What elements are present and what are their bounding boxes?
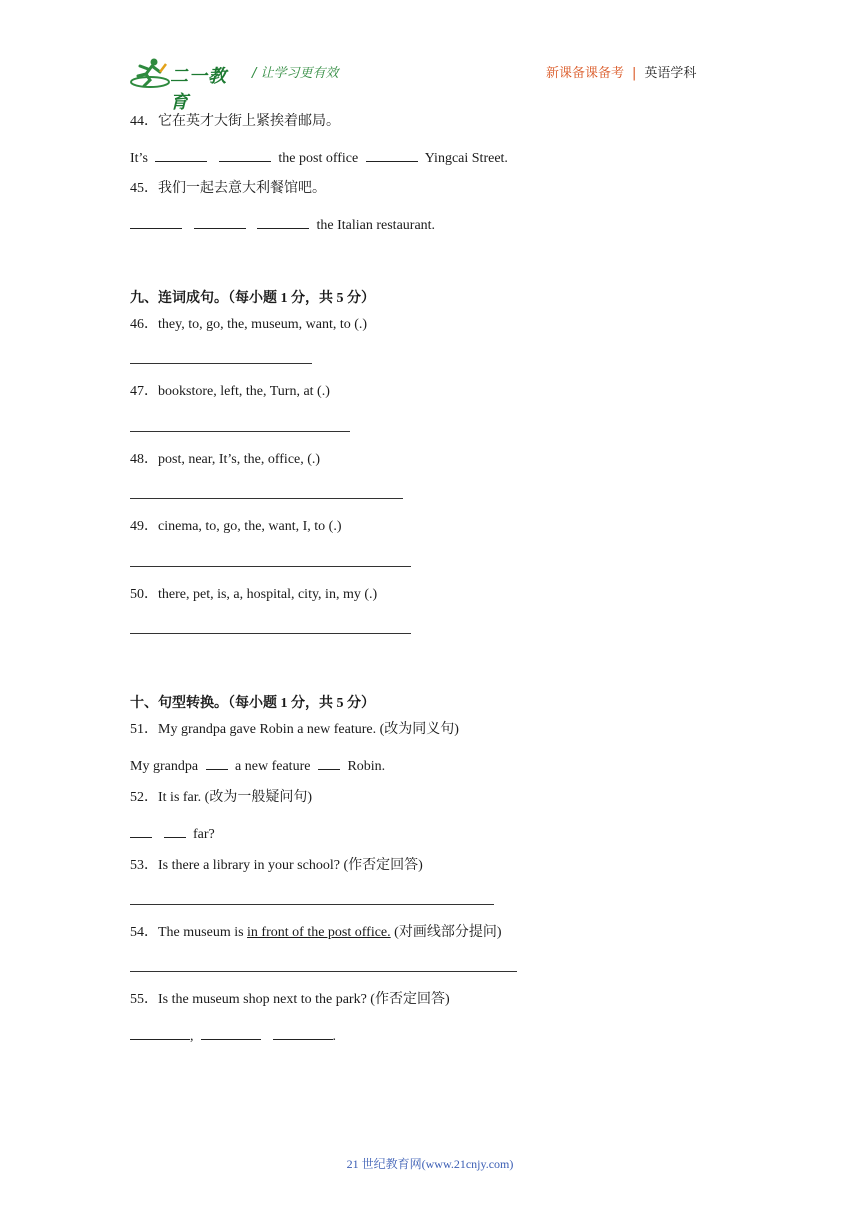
q44-text-3: Yingcai Street. <box>424 151 508 166</box>
section9-title: 九、连词成句。（每小题 1 分，共 5 分） <box>130 291 375 306</box>
q51-answer-line <box>130 755 385 776</box>
q54-text-2: (对画线部分提问) <box>394 925 502 940</box>
q44-blank-2[interactable] <box>219 147 271 162</box>
q51-text-3: Robin. <box>347 759 386 774</box>
q46-prompt: 46．they, to, go, the, museum, want, to (.) <box>130 317 368 332</box>
header-tagline: 新课备课备考 <box>546 66 625 81</box>
q55-blank-1[interactable] <box>130 1025 190 1040</box>
q55-blank-3[interactable] <box>273 1025 333 1040</box>
q50-prompt: 50．there, pet, is, a, hospital, city, in, my (.) <box>130 587 378 602</box>
q47-answer-line[interactable] <box>130 431 350 432</box>
runner-logo-icon <box>130 56 170 90</box>
q55-prompt: 55．Is the museum shop next to the park? (作否定回答) <box>130 992 450 1007</box>
q49-answer-line[interactable] <box>130 566 411 567</box>
q51-blank-1[interactable] <box>206 755 228 770</box>
q53-answer-line[interactable] <box>130 904 494 905</box>
footer: 21 世纪教育网(www.21cnjy.com) <box>346 1157 514 1171</box>
slogan: / 让学习更有效 <box>252 66 339 81</box>
q55-period: . <box>332 1029 336 1044</box>
q47-prompt: 47．bookstore, left, the, Turn, at (.) <box>130 384 330 399</box>
q51-blank-2[interactable] <box>318 755 340 770</box>
q49-prompt: 49．cinema, to, go, the, want, I, to (.) <box>130 519 342 534</box>
q45-text-1: the Italian restaurant. <box>316 218 436 233</box>
q52-prompt: 52．It is far. (改为一般疑问句) <box>130 790 312 805</box>
q45-blank-3[interactable] <box>257 214 309 229</box>
q51-text-1: My grandpa <box>130 759 199 774</box>
q54-underlined-phrase: in front of the post office. <box>247 925 391 940</box>
q54-prompt <box>130 924 501 942</box>
q45-blank-1[interactable] <box>130 214 182 229</box>
q54-answer-line[interactable] <box>130 971 517 972</box>
q48-answer-line[interactable] <box>130 498 403 499</box>
q44-answer-line <box>130 147 508 168</box>
header-right <box>546 62 696 81</box>
q52-text-1: far? <box>193 827 215 842</box>
q45-blank-2[interactable] <box>194 214 246 229</box>
q55-blank-2[interactable] <box>201 1025 261 1040</box>
q52-answer-line <box>130 823 215 844</box>
q51-text-2: a new feature <box>235 759 311 774</box>
q44-text-1: It’s <box>130 151 148 166</box>
q44-prompt: 44．它在英才大街上紧挨着邮局。 <box>130 114 340 129</box>
q48-prompt: 48．post, near, It’s, the, office, (.) <box>130 452 321 467</box>
q53-prompt: 53．Is there a library in your school? (作否定回答) <box>130 858 423 873</box>
q45-prompt: 45．我们一起去意大利餐馆吧。 <box>130 181 326 196</box>
q54-text-1: 54．The museum is <box>130 925 244 940</box>
header-separator: | <box>632 66 637 81</box>
q52-blank-1[interactable] <box>130 823 152 838</box>
q45-answer-line <box>130 214 435 235</box>
logo <box>130 56 242 113</box>
header-subject: 英语学科 <box>644 66 697 81</box>
q51-prompt: 51．My grandpa gave Robin a new feature. (改为同义句) <box>130 722 459 737</box>
q52-blank-2[interactable] <box>164 823 186 838</box>
q46-answer-line[interactable] <box>130 363 312 364</box>
q44-blank-3[interactable] <box>366 147 418 162</box>
q55-comma: , <box>190 1029 194 1044</box>
q44-blank-1[interactable] <box>155 147 207 162</box>
q44-text-2: the post office <box>278 151 359 166</box>
section10-title: 十、句型转换。（每小题 1 分，共 5 分） <box>130 696 375 711</box>
logo-text: 二一教育 <box>170 66 227 113</box>
q50-answer-line[interactable] <box>130 633 411 634</box>
q55-answer-line <box>130 1025 336 1046</box>
